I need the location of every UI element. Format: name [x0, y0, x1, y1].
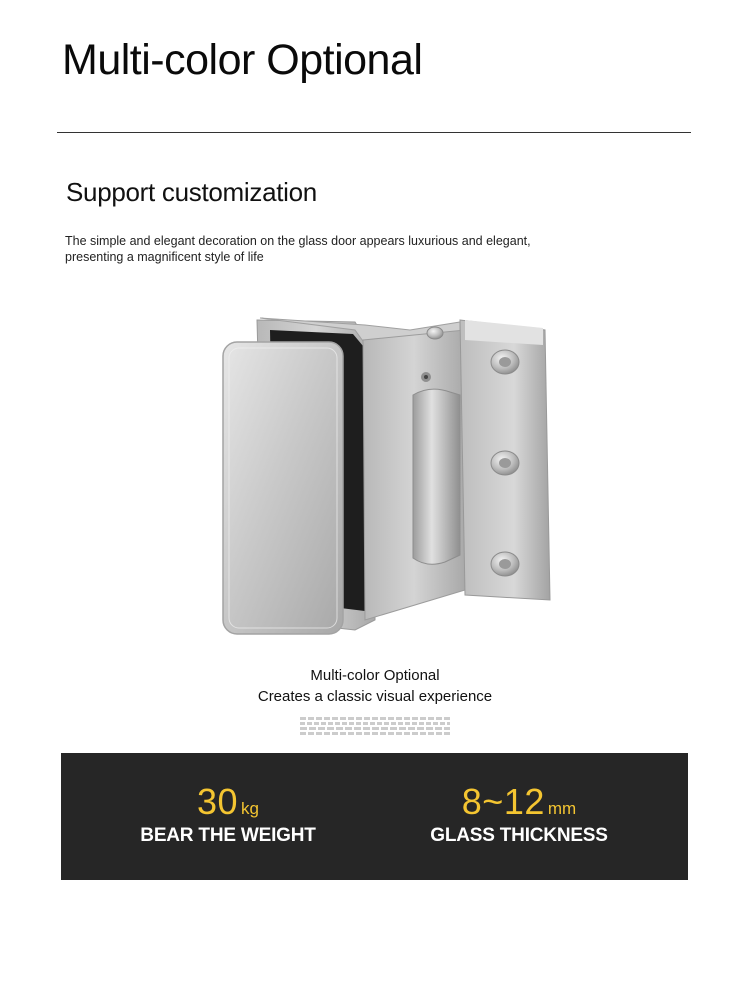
- page-title: Multi-color Optional: [62, 36, 423, 84]
- thickness-label: GLASS THICKNESS: [430, 825, 608, 846]
- divider: [57, 132, 691, 133]
- weight-label: BEAR THE WEIGHT: [140, 825, 316, 846]
- thickness-stat: [389, 781, 649, 847]
- weight-value: 30: [196, 781, 239, 822]
- thickness-unit: mm: [547, 799, 577, 818]
- fine-print-decoration: [300, 716, 450, 737]
- thickness-value: 8~12: [461, 781, 545, 822]
- caption-title: Multi-color Optional: [310, 667, 440, 684]
- weight-stat: [98, 781, 358, 847]
- section-description: The simple and elegant decoration on the glass door appears luxurious and elegant, presenting a magnificent style of life: [65, 234, 531, 264]
- weight-unit: kg: [241, 799, 259, 818]
- hinge-product-image: [215, 300, 560, 645]
- specs-panel: [61, 753, 688, 880]
- caption-subtitle: Creates a classic visual experience: [257, 688, 493, 705]
- section-title: Support customization: [66, 177, 317, 207]
